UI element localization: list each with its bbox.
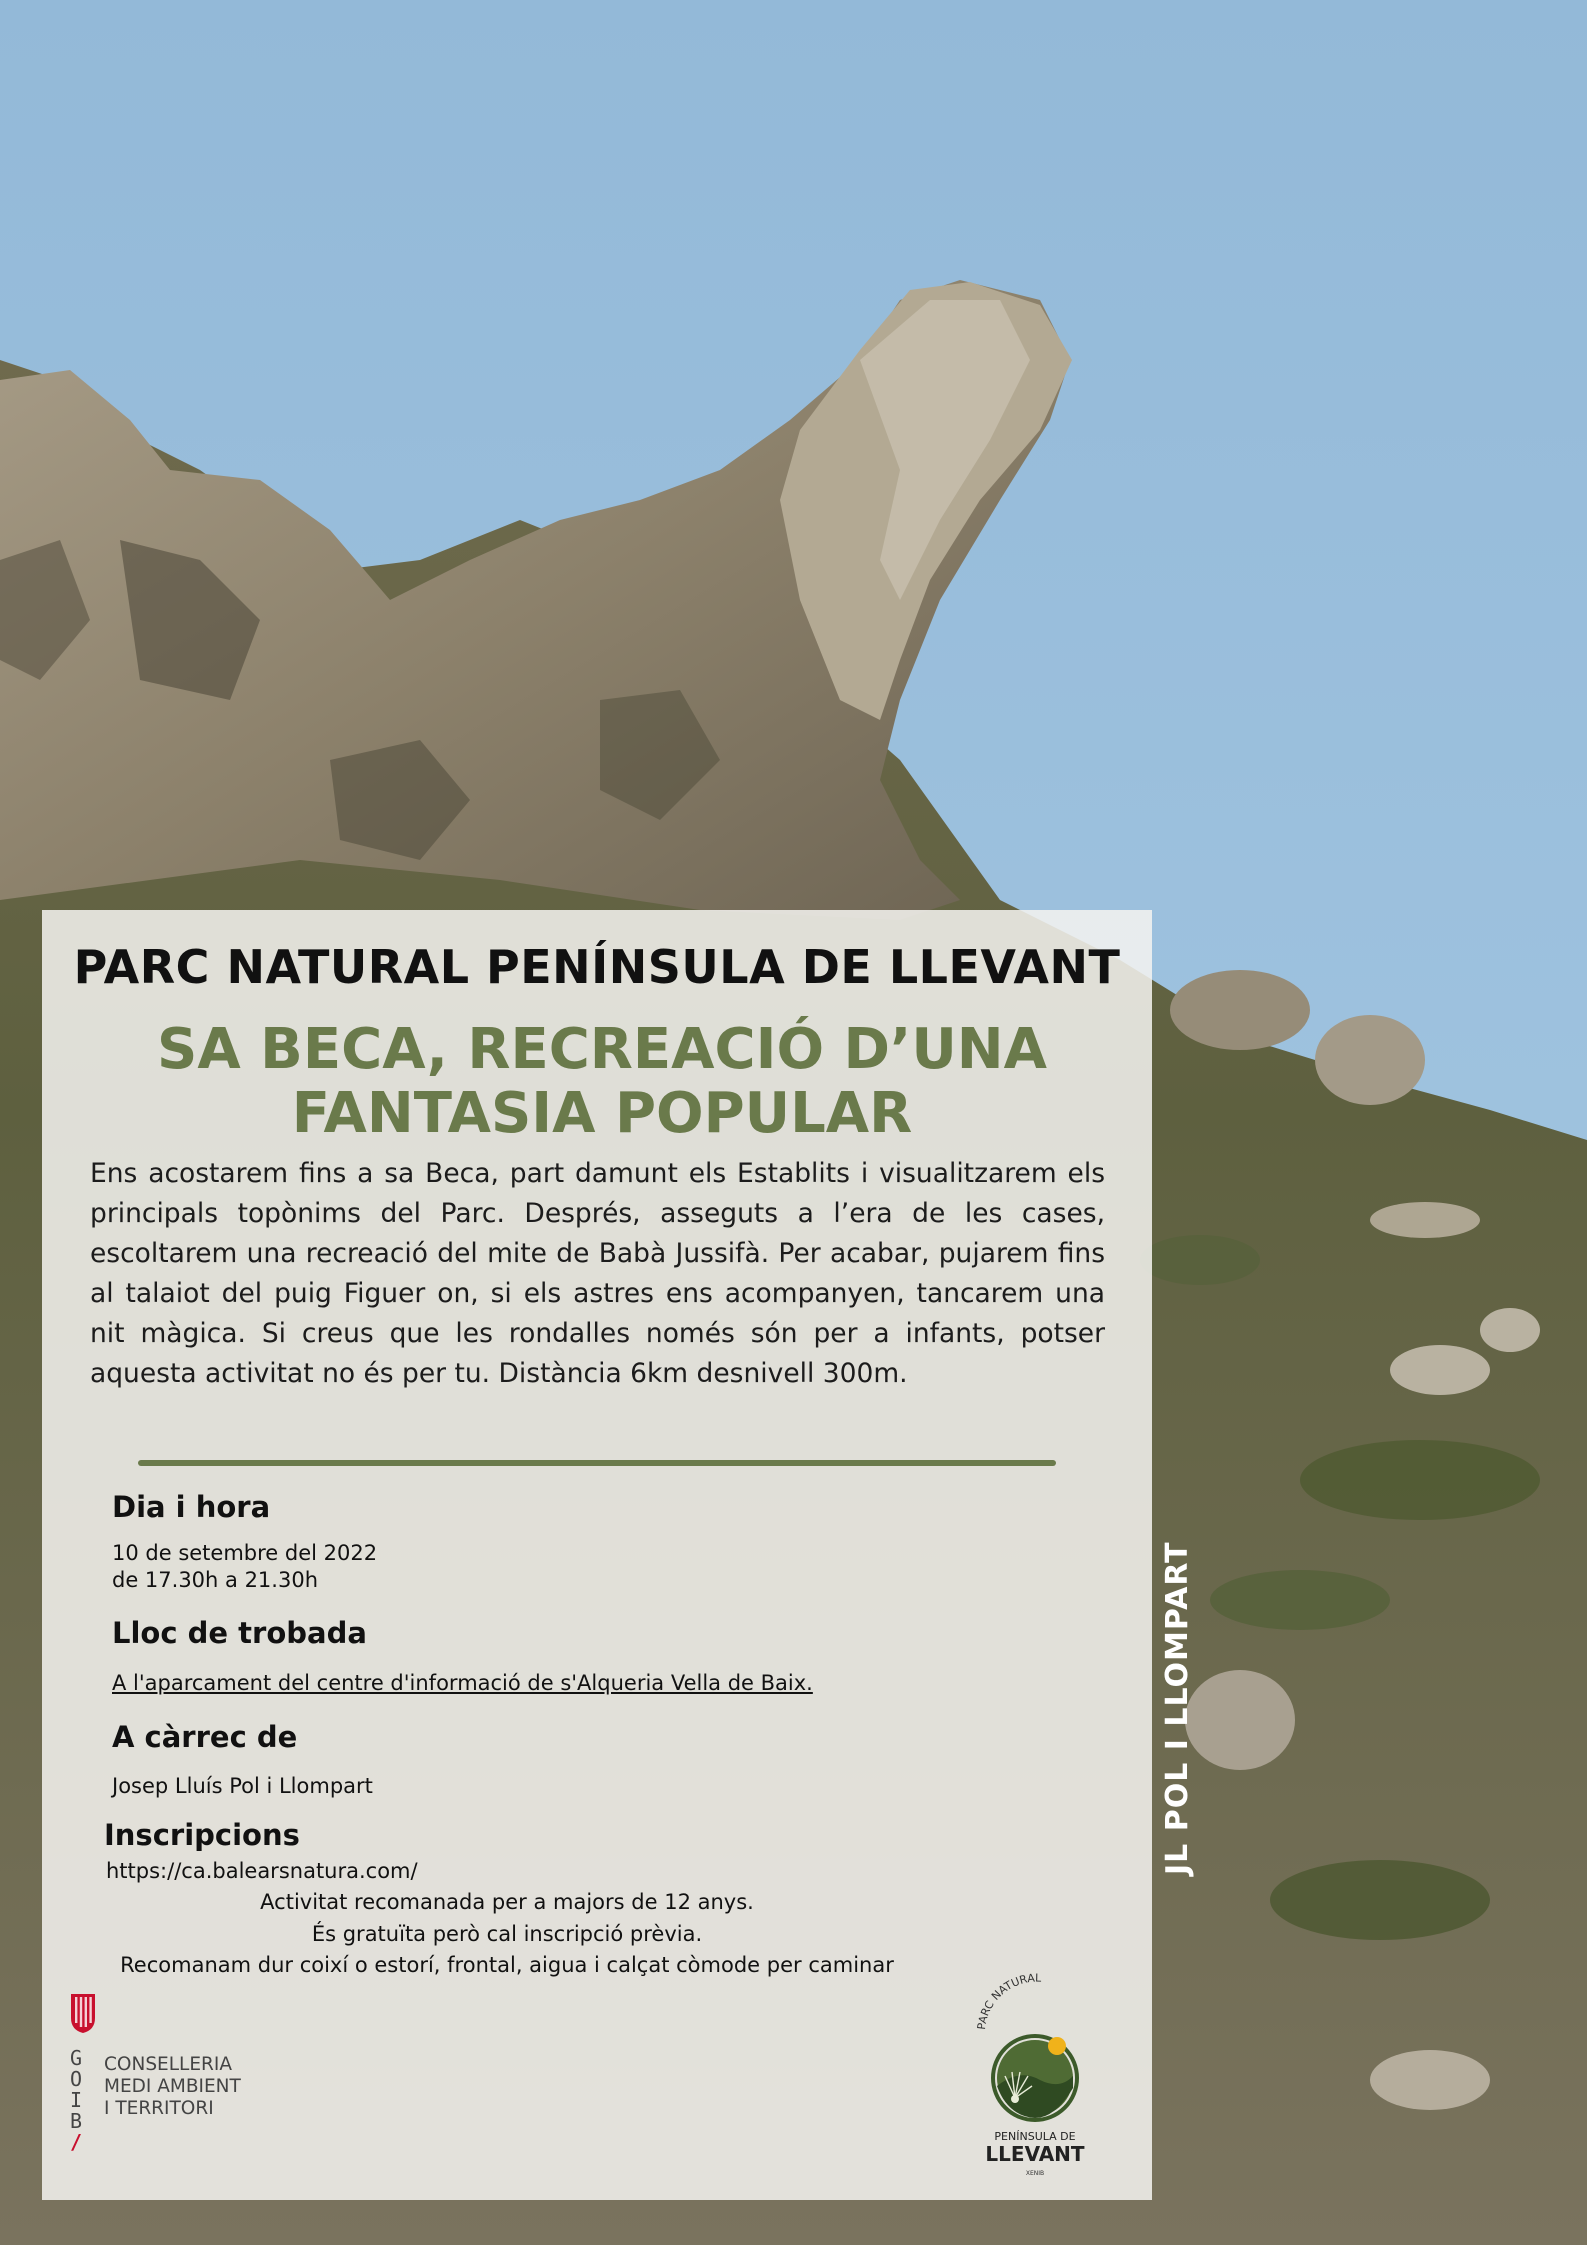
goib-letter-g: G [70, 2046, 83, 2070]
event-title [102, 1018, 1102, 1146]
event-description: Ens acostarem fins a sa Beca, part damunt els Establits i visualitzarem els principals topònims del Parc. Després, asseguts a l’era de les cases, escoltarem una recreació del mite de Babà Jussifà. Per acabar, pujarem fins al talaiot del puig Figuer on, si els astres ens acompanyen, tancarem una nit màgica. Si creus que les rondalles només són per a infants, potser aquesta activitat no és per tu. Distància 6km desnivell 300m. [90, 1158, 1105, 1389]
balearic-shield-icon [70, 1992, 96, 2034]
consellery-line-1: CONSELLERIA [104, 2054, 233, 2075]
date-line-1: 10 de setembre del 2022 [112, 1541, 378, 1565]
info-panel [42, 910, 1152, 2200]
goib-slash: / [70, 2130, 83, 2154]
note-bring: Recomanam dur coixí o estorí, frontal, aigua i calçat còmode per caminar [120, 1953, 894, 1977]
goib-logo [70, 1992, 96, 2154]
date-line-2: de 17.30h a 21.30h [112, 1568, 319, 1592]
photo-credit: JL POL I LLOMPART [1160, 1541, 1195, 1875]
meeting-place-text: A l'aparcament del centre d'informació de s'Alqueria Vella de Baix. [112, 1671, 813, 1695]
consellery-name [104, 2054, 241, 2120]
guide-name: Josep Lluís Pol i Llompart [112, 1774, 373, 1798]
event-title-line1: SA BECA, RECREACIÓ D’UNA [156, 1017, 1047, 1082]
park-logo-arc-text: PARC NATURAL [974, 1971, 1042, 2031]
note-free: És gratuïta però cal inscripció prèvia. [311, 1922, 703, 1946]
park-logo [960, 1968, 1110, 2178]
registration-url[interactable]: https://ca.balearsnatura.com/ [106, 1859, 418, 1883]
consellery-line-3: I TERRITORI [104, 2098, 214, 2119]
note-age: Activitat recomanada per a majors de 12 anys. [260, 1890, 754, 1914]
goib-letter-i: I [70, 2088, 83, 2112]
goib-letter-o: O [70, 2067, 83, 2091]
divider [138, 1460, 1056, 1466]
organization-title: PARC NATURAL PENÍNSULA DE LLEVANT [73, 940, 1121, 994]
park-logo-line-1: PENÍNSULA DE [994, 2130, 1076, 2143]
consellery-line-2: MEDI AMBIENT [104, 2076, 241, 2097]
registration-heading: Inscripcions [104, 1818, 300, 1852]
goib-letters [70, 2048, 82, 2153]
date-heading: Dia i hora [112, 1490, 271, 1524]
event-title-line2: FANTASIA POPULAR [291, 1081, 913, 1146]
meeting-place-heading: Lloc de trobada [112, 1616, 367, 1650]
park-logo-line-2: LLEVANT [985, 2142, 1085, 2166]
park-logo-line-3: XENIB [1025, 2170, 1045, 2177]
guide-heading: A càrrec de [112, 1720, 298, 1754]
goib-letter-b: B [70, 2109, 83, 2133]
